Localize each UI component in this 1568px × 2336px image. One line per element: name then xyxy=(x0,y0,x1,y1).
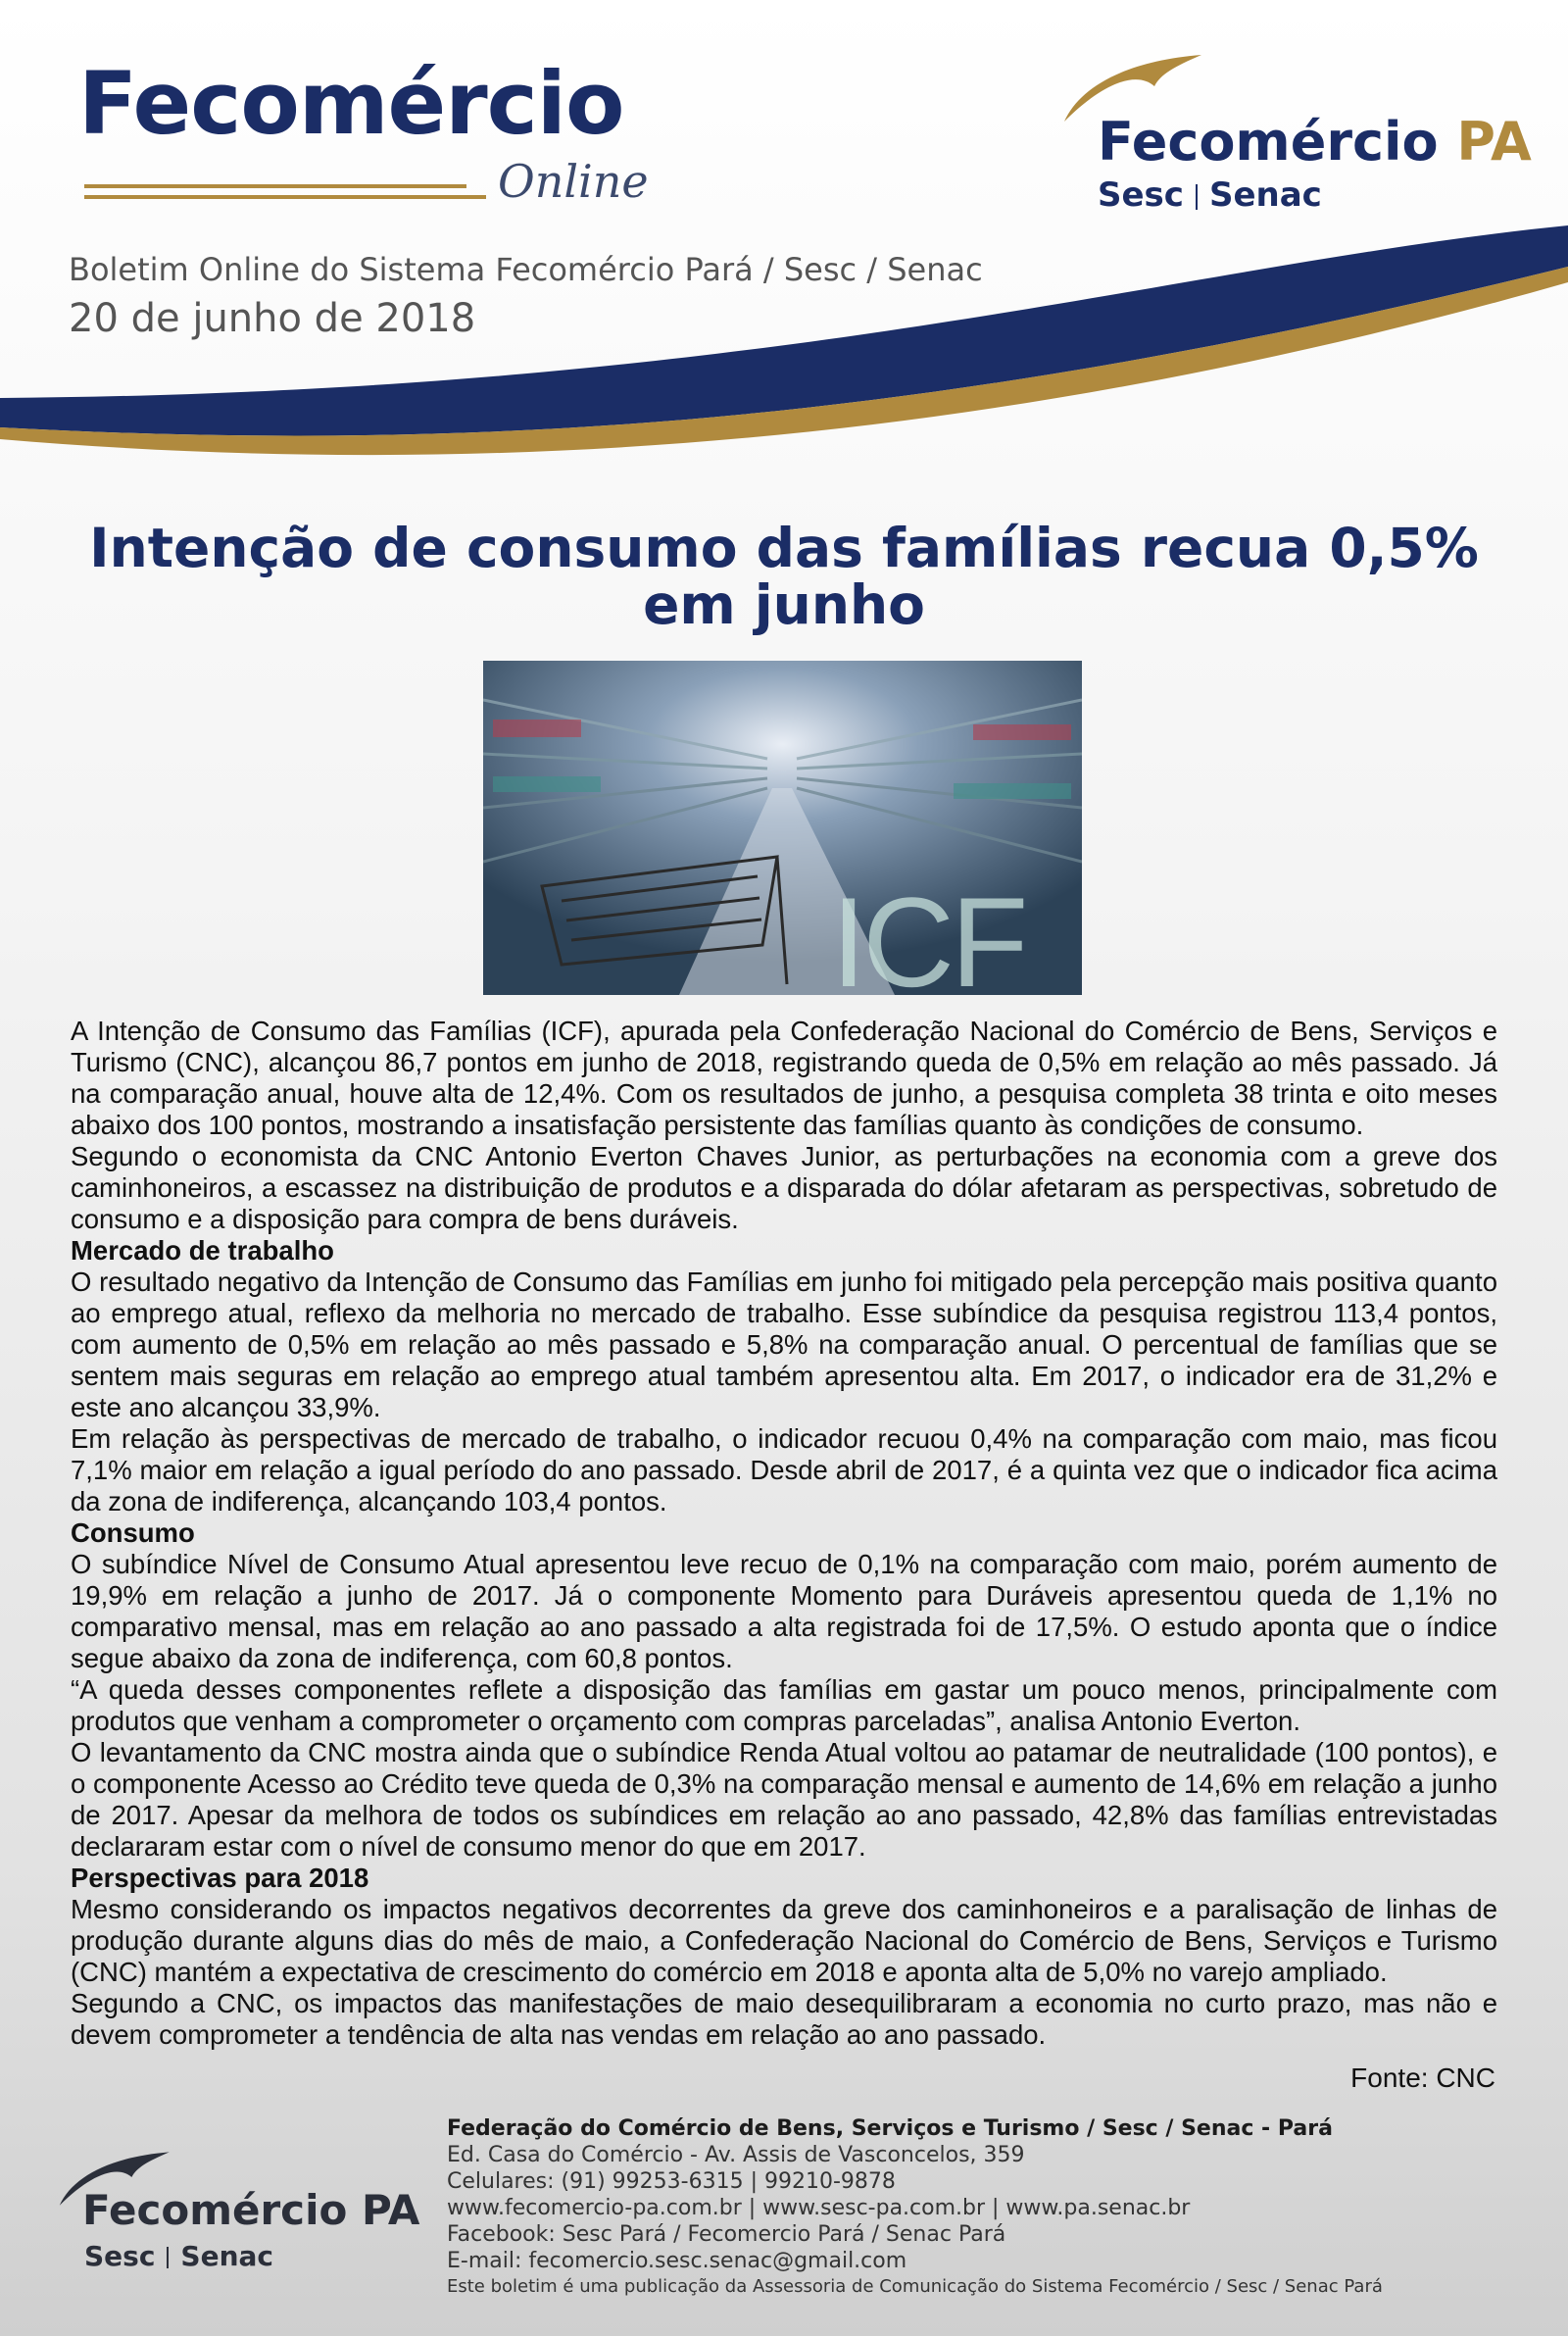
logo-name: Fecomércio PA xyxy=(82,2186,420,2234)
paragraph: O subíndice Nível de Consumo Atual apresentou leve recuo de 0,1% na comparação com maio, porém aumento de 19,9% em relação a junho de 2017. Já o componente Momento para Duráveis apresentou queda de 1,1% no comparativo mensal, mas em relação ao ano passado a alta registrada foi de 17,5%. O estudo aponta que o índice segue abaixo da zona de indiferença, com 60,8 pontos. xyxy=(71,1549,1497,1673)
logo-region: PA xyxy=(361,2186,420,2234)
logo-region: PA xyxy=(1456,111,1532,173)
paragraph: Em relação às perspectivas de mercado de trabalho, o indicador recuou 0,4% na comparação com maio, mas ficou 7,1% maior em relação a igual período do ano passado. Desde abril de 2017, é a quinta vez que o indicador fica acima da zona de indiferença, alcançando 103,4 pontos. xyxy=(71,1423,1497,1516)
paragraph: Segundo a CNC, os impactos das manifestações de maio desequilibraram a economia no curto prazo, mas não e devem comprometer a tendência de alta nas vendas em relação ao ano passado. xyxy=(71,1988,1497,2050)
footer-facebook: Facebook: Sesc Pará / Fecomercio Pará / Senac Pará xyxy=(447,2222,1006,2247)
article-body xyxy=(71,1016,1497,2051)
paragraph: A Intenção de Consumo das Famílias (ICF), apurada pela Confederação Nacional do Comércio de Bens, Serviços e Turismo (CNC), alcançou 86,7 pontos em junho de 2018, registrando queda de 0,5% em relação ao mês passado. Já na comparação anual, houve alta de 12,4%. Com os resultados de junho, a pesquisa completa 38 trinta e oito meses abaixo dos 100 pontos, mostrando a insatisfação persistente das famílias quanto às condições de consumo. xyxy=(71,1016,1497,1140)
paragraph: O levantamento da CNC mostra ainda que o subíndice Renda Atual voltou ao patamar de neutralidade (100 pontos), e o componente Acesso ao Crédito teve queda de 0,3% na comparação mensal e aumento de 14,6% em relação a junho de 2017. Apesar da melhora de todos os subíndices em relação ao ano passado, 42,8% das famílias entrevistadas declararam estar com o nível de consumo menor do que em 2017. xyxy=(71,1737,1497,1862)
footer-phones: Celulares: (91) 99253-6315 | 99210-9878 xyxy=(447,2169,896,2194)
section-heading: Perspectivas para 2018 xyxy=(71,1863,369,1893)
paragraph: Segundo o economista da CNC Antonio Everton Chaves Junior, as perturbações na economia com a greve dos caminhoneiros, a escassez na distribuição de produtos e a disparada do dólar afetaram as perspectivas, sobretudo de consumo e a disposição para compra de bens duráveis. xyxy=(71,1141,1497,1234)
logo-subtitle: Sesc Senac xyxy=(84,2240,274,2272)
footer-org: Federação do Comércio de Bens, Serviços e Turismo / Sesc / Senac - Pará xyxy=(447,2116,1333,2141)
section-heading: Consumo xyxy=(71,1517,195,1548)
fecomercio-pa-footer-logo xyxy=(55,2143,427,2280)
footer-address: Ed. Casa do Comércio - Av. Assis de Vasconcelos, 359 xyxy=(447,2143,1025,2167)
paragraph: O resultado negativo da Intenção de Consumo das Famílias em junho foi mitigado pela percepção mais positiva quanto ao emprego atual, reflexo da melhoria no mercado de trabalho. Esse subíndice da pesquisa registrou 113,4 pontos, com aumento de 0,5% em relação ao mês passado e 5,8% na comparação anual. O percentual de famílias que se sentem mais seguras em relação ao emprego atual também apresentou alta. Em 2017, o indicador era de 31,2% e este ano alcançou 33,9%. xyxy=(71,1267,1497,1422)
fecomercio-pa-logo xyxy=(1058,47,1532,215)
section-heading: Mercado de trabalho xyxy=(71,1235,334,1266)
footer-email[interactable]: E-mail: fecomercio.sesc.senac@gmail.com xyxy=(447,2249,907,2273)
paragraph: Mesmo considerando os impactos negativos decorrentes da greve dos caminhoneiros e a paralisação de linhas de produção durante alguns dias do mês de maio, a Confederação Nacional do Comércio de Bens, Serviços e Turismo (CNC) mantém a expectativa de crescimento do comércio em 2018 e aponta alta de 5,0% no varejo ampliado. xyxy=(71,1894,1497,1987)
brand-underline xyxy=(84,195,486,199)
logo-subtitle: Sesc Senac xyxy=(1098,175,1322,215)
source-credit: Fonte: CNC xyxy=(1350,2063,1495,2093)
footer-websites[interactable]: www.fecomercio-pa.com.br | www.sesc-pa.com.br | www.pa.senac.br xyxy=(447,2196,1191,2220)
paragraph: “A queda desses componentes reflete a disposição das famílias em gastar um pouco menos, principalmente com produtos que venham a comprometer o orçamento com compras parceladas”, analisa Antonio Everton. xyxy=(71,1674,1497,1736)
bulletin-name: Boletim Online do Sistema Fecomércio Pará / Sesc / Senac xyxy=(69,251,983,288)
logo-name: Fecomércio PA xyxy=(1098,111,1532,173)
footer-contact xyxy=(447,2115,1535,2300)
footer-note: Este boletim é uma publicação da Assessoria de Comunicação do Sistema Fecomércio / Sesc / Senac Pará xyxy=(447,2276,1383,2297)
brand-underline xyxy=(84,184,466,188)
image-label: ICF xyxy=(831,870,1025,995)
bulletin-date: 20 de junho de 2018 xyxy=(69,296,476,341)
brand-subtitle: Online xyxy=(498,155,649,208)
brand-title: Fecomércio xyxy=(78,53,624,154)
headline: Intenção de consumo das famílias recua 0,5% em junho xyxy=(89,517,1479,636)
article-image xyxy=(483,661,1082,995)
header-swoosh xyxy=(0,225,1568,510)
